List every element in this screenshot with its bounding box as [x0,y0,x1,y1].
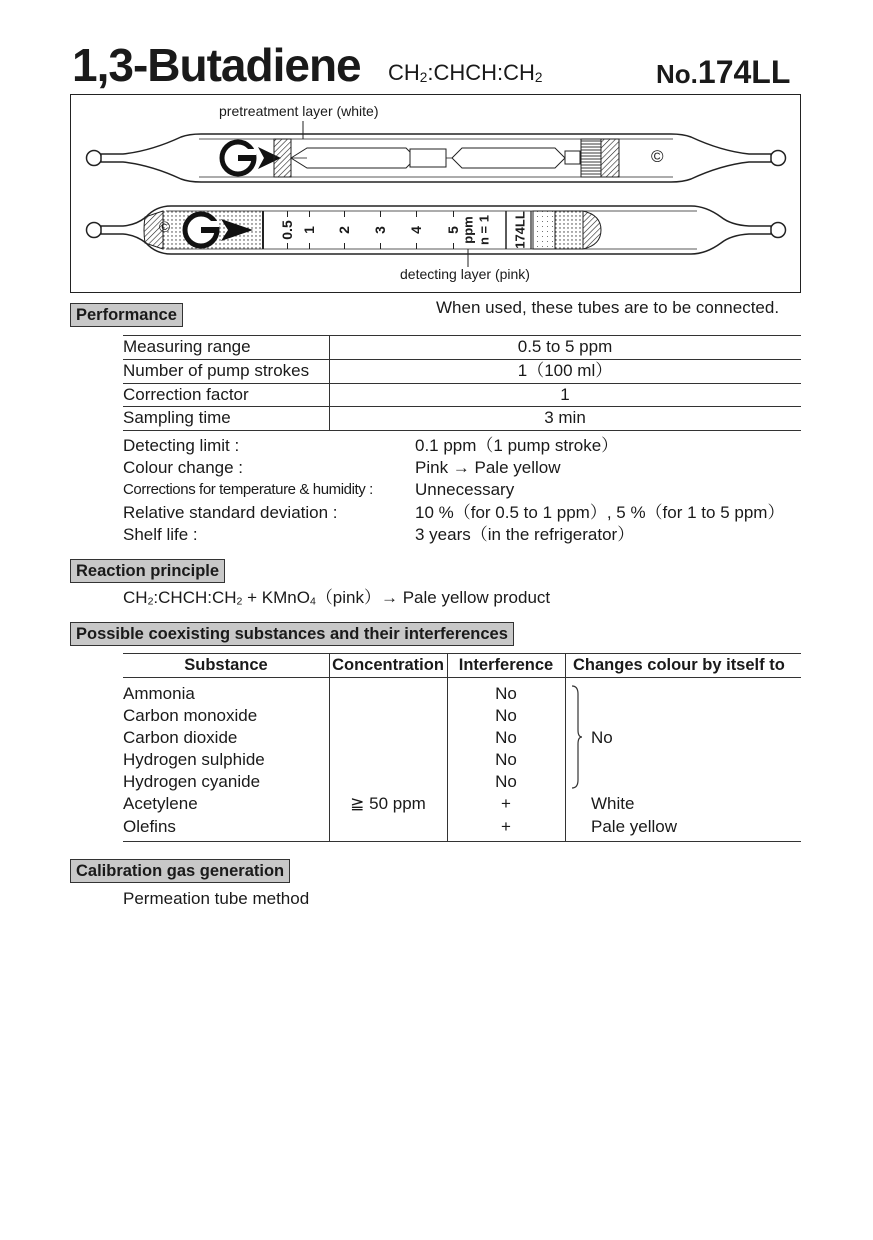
tube-diagram [70,94,801,293]
col-interference: Interference [458,656,554,674]
table-rule [123,383,801,384]
substance-name: Acetylene [123,794,198,813]
table-rule [123,406,801,407]
product-number: No.174LL [656,54,791,90]
substance-name: Hydrogen sulphide [123,750,265,769]
tube-code-label: 174LL [512,211,528,249]
scale-mark: 0.5 [279,220,295,240]
substance-colour-change: No [591,728,613,747]
scale-mark: 2 [336,226,352,234]
scale-mark: 3 [372,226,388,234]
performance-row-value: 0.5 to 5 ppm [517,337,613,356]
scale-mark: 4 [408,226,424,234]
col-colour-change: Changes colour by itself to [573,656,785,674]
performance-row-label: Correction factor [123,384,249,404]
substance-name: Carbon monoxide [123,706,258,725]
scale-tick [416,211,417,217]
substance-colour-change: Pale yellow [591,817,677,836]
chemical-formula: $CH_2:CHCH:CH_2$ [388,60,543,86]
scale-tick [309,243,310,249]
scale-mark: 1 [301,226,317,234]
pretreatment-layer-label: pretreatment layer (white) [219,103,379,119]
detail-label: Shelf life : [123,525,198,544]
detail-value: 10 %（for 0.5 to 1 ppm）, 5 %（for 1 to 5 ppm） [415,503,785,522]
grouping-brace [570,684,584,790]
detail-label: Detecting limit : [123,436,240,455]
pretreatment-tube [87,121,786,182]
scale-mark: 5 [445,226,461,234]
table-rule [123,430,801,431]
scale-tick [344,211,345,217]
detecting-layer-label: detecting layer (pink) [400,266,530,282]
tube-illustration [71,95,802,294]
substance-interference: No [495,772,517,791]
substance-interference: No [495,750,517,769]
substance-interference: No [495,728,517,747]
col-concentration: Concentration [332,656,444,674]
calibration-method: Permeation tube method [123,889,310,908]
substance-name: Olefins [123,817,176,836]
detail-label: Corrections for temperature & humidity : [123,481,373,498]
detail-label: Relative standard deviation : [123,503,338,522]
scale-tick [380,211,381,217]
table-rule [123,359,801,360]
scale-tick [380,243,381,249]
detail-value: 3 years（in the refrigerator） [415,525,635,544]
substance-name: Carbon dioxide [123,728,238,747]
copyright-mark-left: © [159,219,171,236]
page-title: 1,3-Butadiene [72,39,361,91]
connection-note: When used, these tubes are to be connected. [436,298,780,317]
performance-row-value: 1 [560,384,570,404]
scale-tick [287,243,288,249]
substance-interference: + [501,794,511,813]
substance-colour-change: White [591,794,635,813]
detail-value: Pink → Pale yellow [415,458,561,477]
scale-tick [309,211,310,217]
detail-value: Unnecessary [415,480,515,499]
substance-name: Ammonia [123,684,195,703]
reaction-equation: $CH_2:CHCH:CH_2$ + KMnO$_4$（pink）→ Pale yellow product [123,588,551,608]
scale-tick [453,211,454,217]
performance-row-label: Sampling time [123,408,231,428]
scale-tick [287,211,288,217]
reaction-heading: Reaction principle [70,559,225,583]
scale-tick [344,243,345,249]
performance-row-value: 3 min [544,408,586,428]
scale-tick [453,243,454,249]
scale-tick [416,243,417,249]
col-substance: Substance [184,656,268,674]
substance-concentration: ≧ 50 ppm [350,794,426,813]
performance-row-value: 1（100 ml） [517,360,613,380]
substance-interference: + [501,817,511,836]
calibration-heading: Calibration gas generation [70,859,290,883]
detail-value: 0.1 ppm（1 pump stroke） [415,436,619,455]
interferences-heading: Possible coexisting substances and their interferences [70,622,514,646]
detail-label: Colour change : [123,458,244,477]
detecting-tube [87,206,786,267]
substance-name: Hydrogen cyanide [123,772,261,791]
substance-interference: No [495,706,517,725]
performance-heading: Performance [70,303,183,327]
unit-label: ppm [460,216,476,244]
performance-row-label: Number of pump strokes [123,360,310,380]
performance-row-label: Measuring range [123,337,251,356]
strokes-label: n = 1 [476,215,492,245]
substance-interference: No [495,684,517,703]
copyright-mark: © [651,147,664,166]
